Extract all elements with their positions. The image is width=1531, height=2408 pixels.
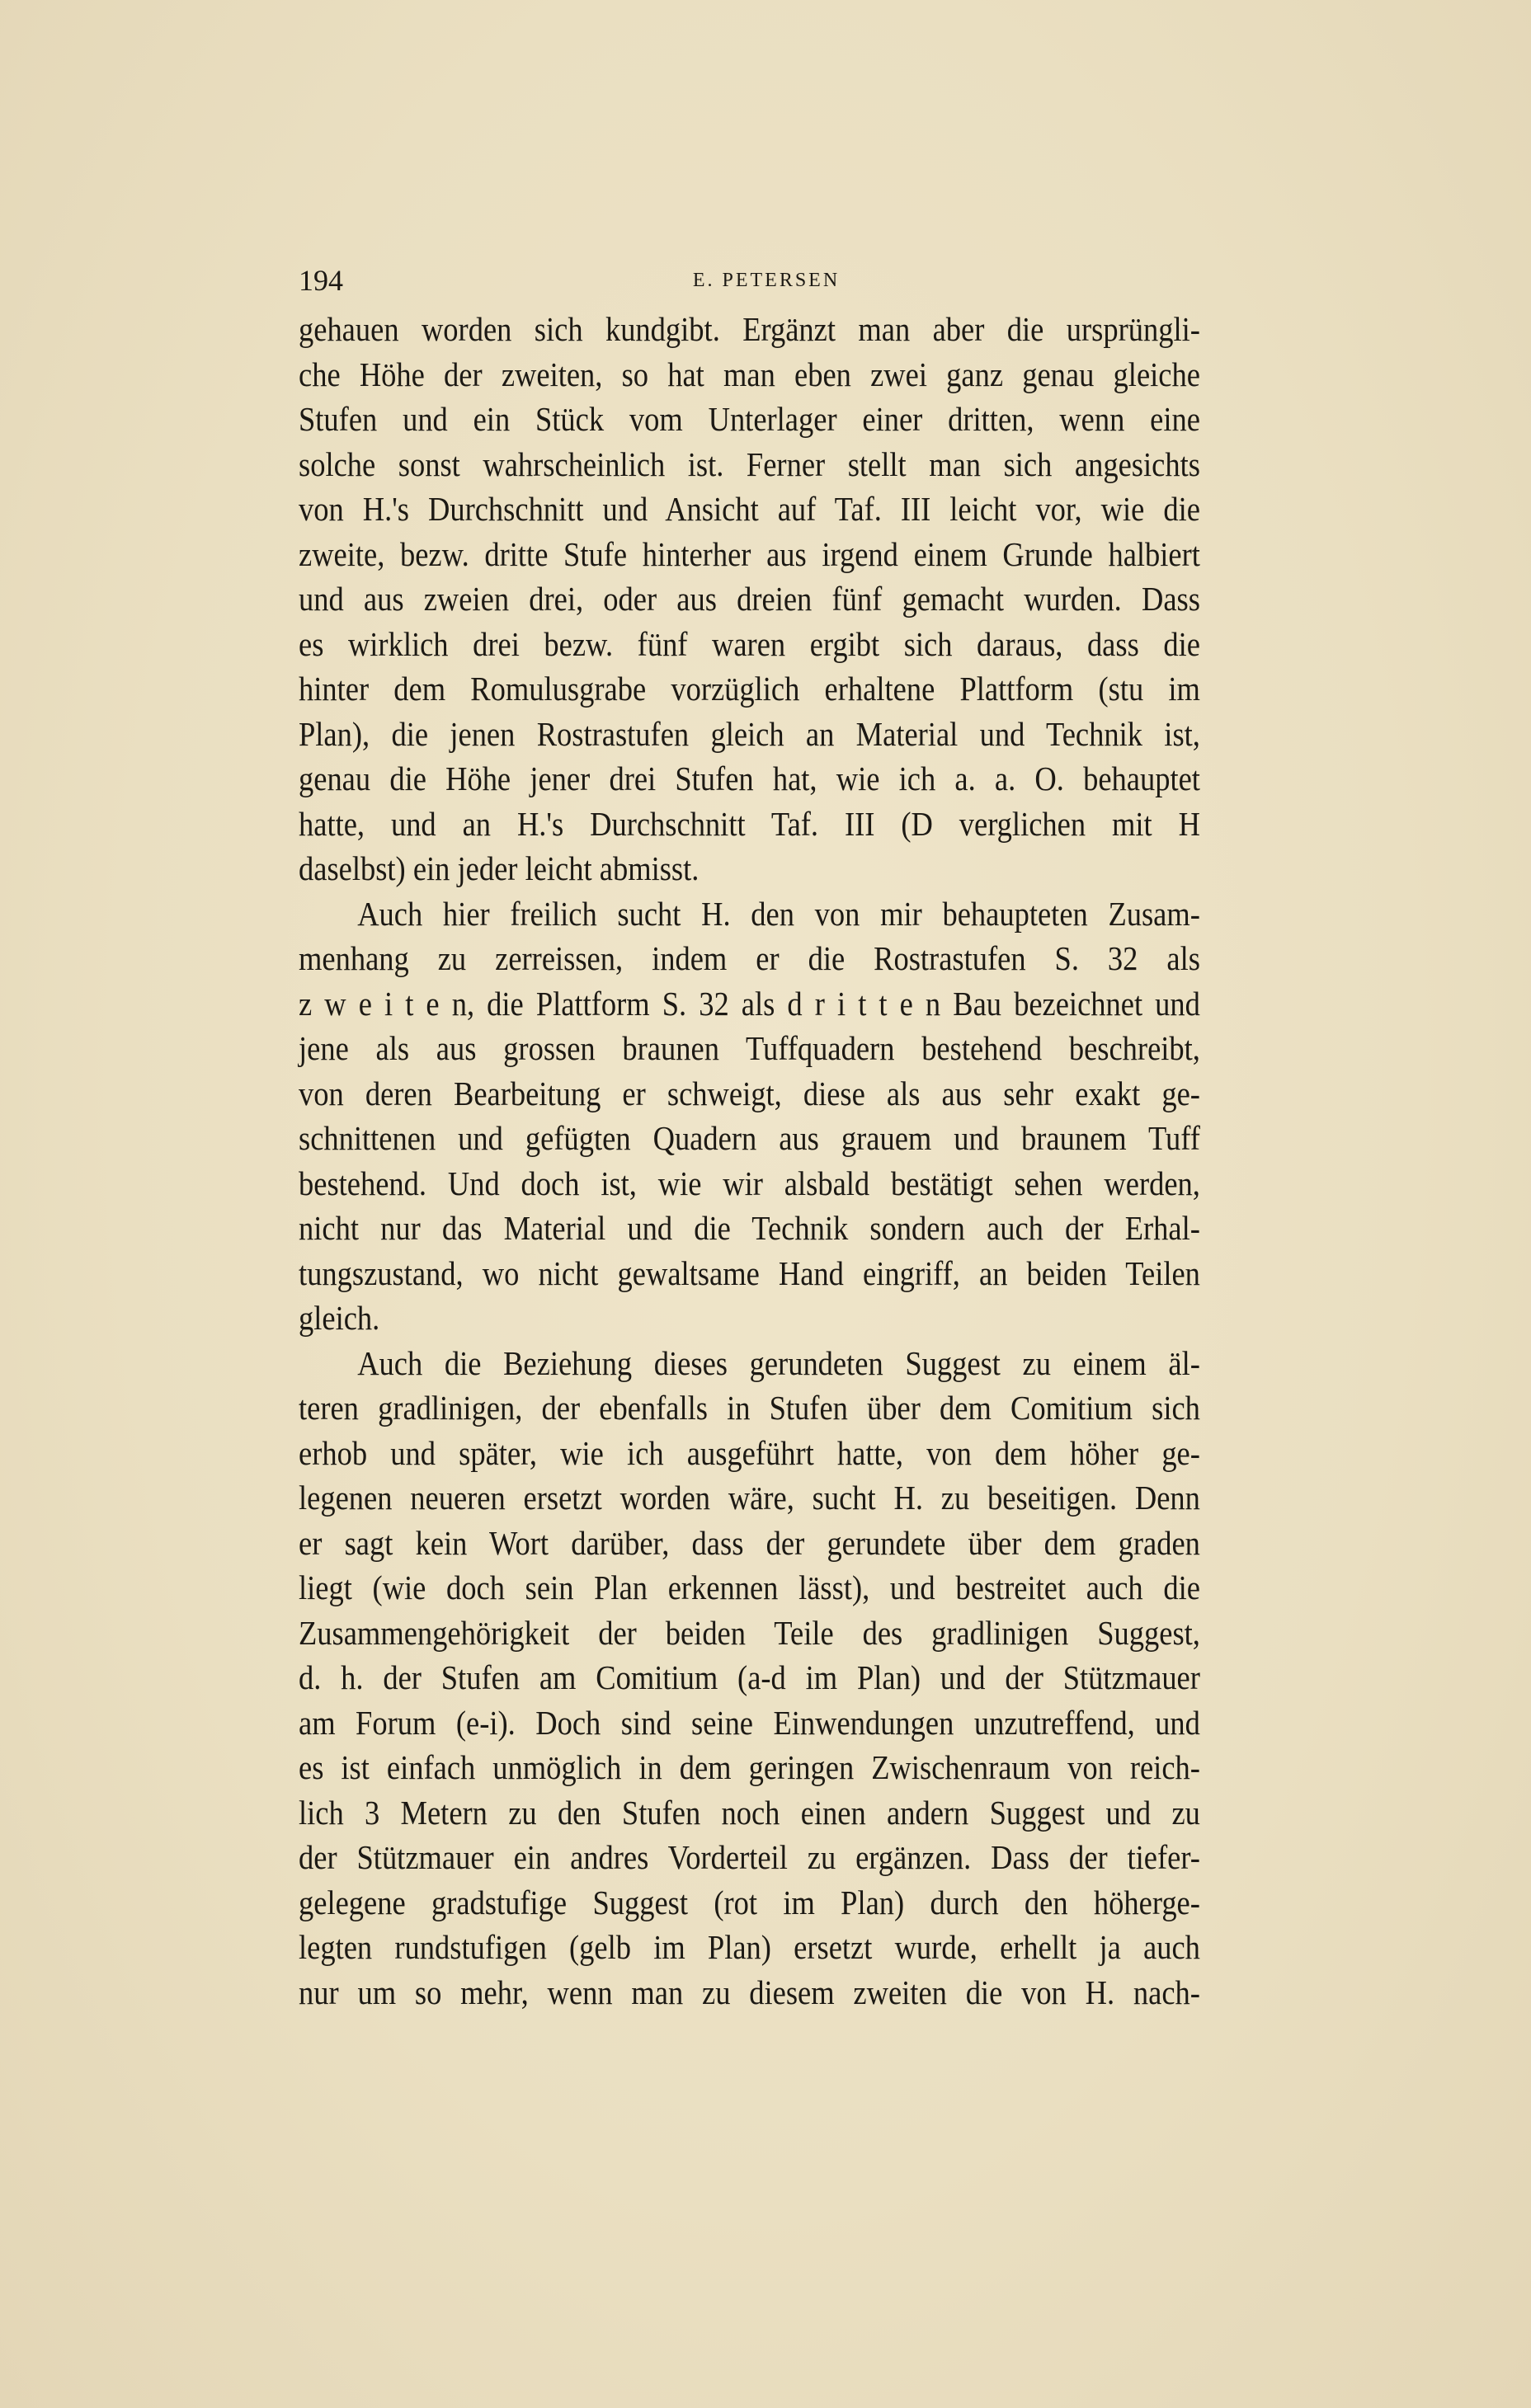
running-head: E. PETERSEN xyxy=(692,270,841,291)
text-line: der Stützmauer ein andres Vorderteil zu ergänzen. Dass der tiefer- xyxy=(299,1838,1200,1876)
text-line: gelegene gradstufige Suggest (rot im Plan) durch den höherge- xyxy=(299,1883,1200,1921)
text-line: von deren Bearbeitung er schweigt, diese als aus sehr exakt ge- xyxy=(299,1074,1200,1112)
text-line: d. h. der Stufen am Comitium (a-d im Plan) und der Stützmauer xyxy=(299,1658,1200,1696)
text-line: legten rundstufigen (gelb im Plan) ersetzt wurde, erhellt ja auch xyxy=(299,1928,1200,1966)
text-line: Auch die Beziehung dieses gerundeten Suggest zu einem äl- xyxy=(357,1343,1200,1382)
page-header xyxy=(299,262,1234,299)
text-line: es ist einfach unmöglich in dem geringen Zwischenraum von reich- xyxy=(299,1748,1200,1786)
text-line: bestehend. Und doch ist, wie wir alsbald bestätigt sehen werden, xyxy=(299,1164,1200,1202)
text-line: Zusammengehörigkeit der beiden Teile des gradlinigen Suggest, xyxy=(299,1613,1200,1652)
body-text xyxy=(299,307,1200,2015)
text-line: jene als aus grossen braunen Tuffquadern bestehend beschreibt, xyxy=(299,1029,1200,1067)
text-line: nur um so mehr, wenn man zu diesem zweiten die von H. nach- xyxy=(299,1973,1200,2011)
text-line: liegt (wie doch sein Plan erkennen lässt), und bestreitet auch die xyxy=(299,1568,1200,1606)
text-line: schnittenen und gefügten Quadern aus grauem und braunem Tuff xyxy=(299,1119,1200,1157)
text-line: am Forum (e-i). Doch sind seine Einwendungen unzutreffend, und xyxy=(299,1703,1200,1742)
text-line: und aus zweien drei, oder aus dreien fünf gemacht wurden. Dass xyxy=(299,580,1200,618)
text-line: zweite, bezw. dritte Stufe hinterher aus irgend einem Grunde halbiert xyxy=(299,534,1200,573)
text-line: er sagt kein Wort darüber, dass der gerundete über dem graden xyxy=(299,1523,1200,1562)
text-line: hinter dem Romulusgrabe vorzüglich erhaltene Plattform (stu im xyxy=(299,670,1200,708)
text-line: es wirklich drei bezw. fünf waren ergibt sich daraus, dass die xyxy=(299,624,1200,663)
page-number: 194 xyxy=(299,264,343,297)
text-line: teren gradlinigen, der ebenfalls in Stufen über dem Comitium sich xyxy=(299,1389,1200,1427)
text-line: Plan), die jenen Rostrastufen gleich an Material und Technik ist, xyxy=(299,714,1200,753)
text-line: Stufen und ein Stück vom Unterlager einer dritten, wenn eine xyxy=(299,400,1200,438)
text-line: hatte, und an H.'s Durchschnitt Taf. III (D verglichen mit H xyxy=(299,804,1200,843)
text-line: che Höhe der zweiten, so hat man eben zwei ganz genau gleiche xyxy=(299,355,1200,393)
text-line: gleich. xyxy=(299,1299,380,1337)
text-line: z w e i t e n, die Plattform S. 32 als d r i t t e n Bau bezeichnet und xyxy=(299,984,1200,1023)
text-line: nicht nur das Material und die Technik sondern auch der Erhal- xyxy=(299,1209,1200,1247)
text-line: erhob und später, wie ich ausgeführt hatte, von dem höher ge- xyxy=(299,1433,1200,1472)
text-line: legenen neueren ersetzt worden wäre, sucht H. zu beseitigen. Denn xyxy=(299,1479,1200,1517)
text-line: daselbst) ein jeder leicht abmisst. xyxy=(299,849,700,887)
text-line: genau die Höhe jener drei Stufen hat, wie ich a. a. O. behauptet xyxy=(299,760,1200,797)
text-line: von H.'s Durchschnitt und Ansicht auf Taf. III leicht vor, wie die xyxy=(299,490,1200,528)
text-line: Auch hier freilich sucht H. den von mir behaupteten Zusam- xyxy=(357,894,1200,933)
text-line: solche sonst wahrscheinlich ist. Ferner stellt man sich angesichts xyxy=(299,444,1200,483)
text-line: tungszustand, wo nicht gewaltsame Hand eingriff, an beiden Teilen xyxy=(299,1253,1200,1292)
text-line: lich 3 Metern zu den Stufen noch einen andern Suggest und zu xyxy=(299,1793,1200,1832)
text-line: gehauen worden sich kundgibt. Ergänzt man aber die ursprüngli- xyxy=(299,310,1200,348)
text-line: menhang zu zerreissen, indem er die Rostrastufen S. 32 als xyxy=(299,939,1200,977)
